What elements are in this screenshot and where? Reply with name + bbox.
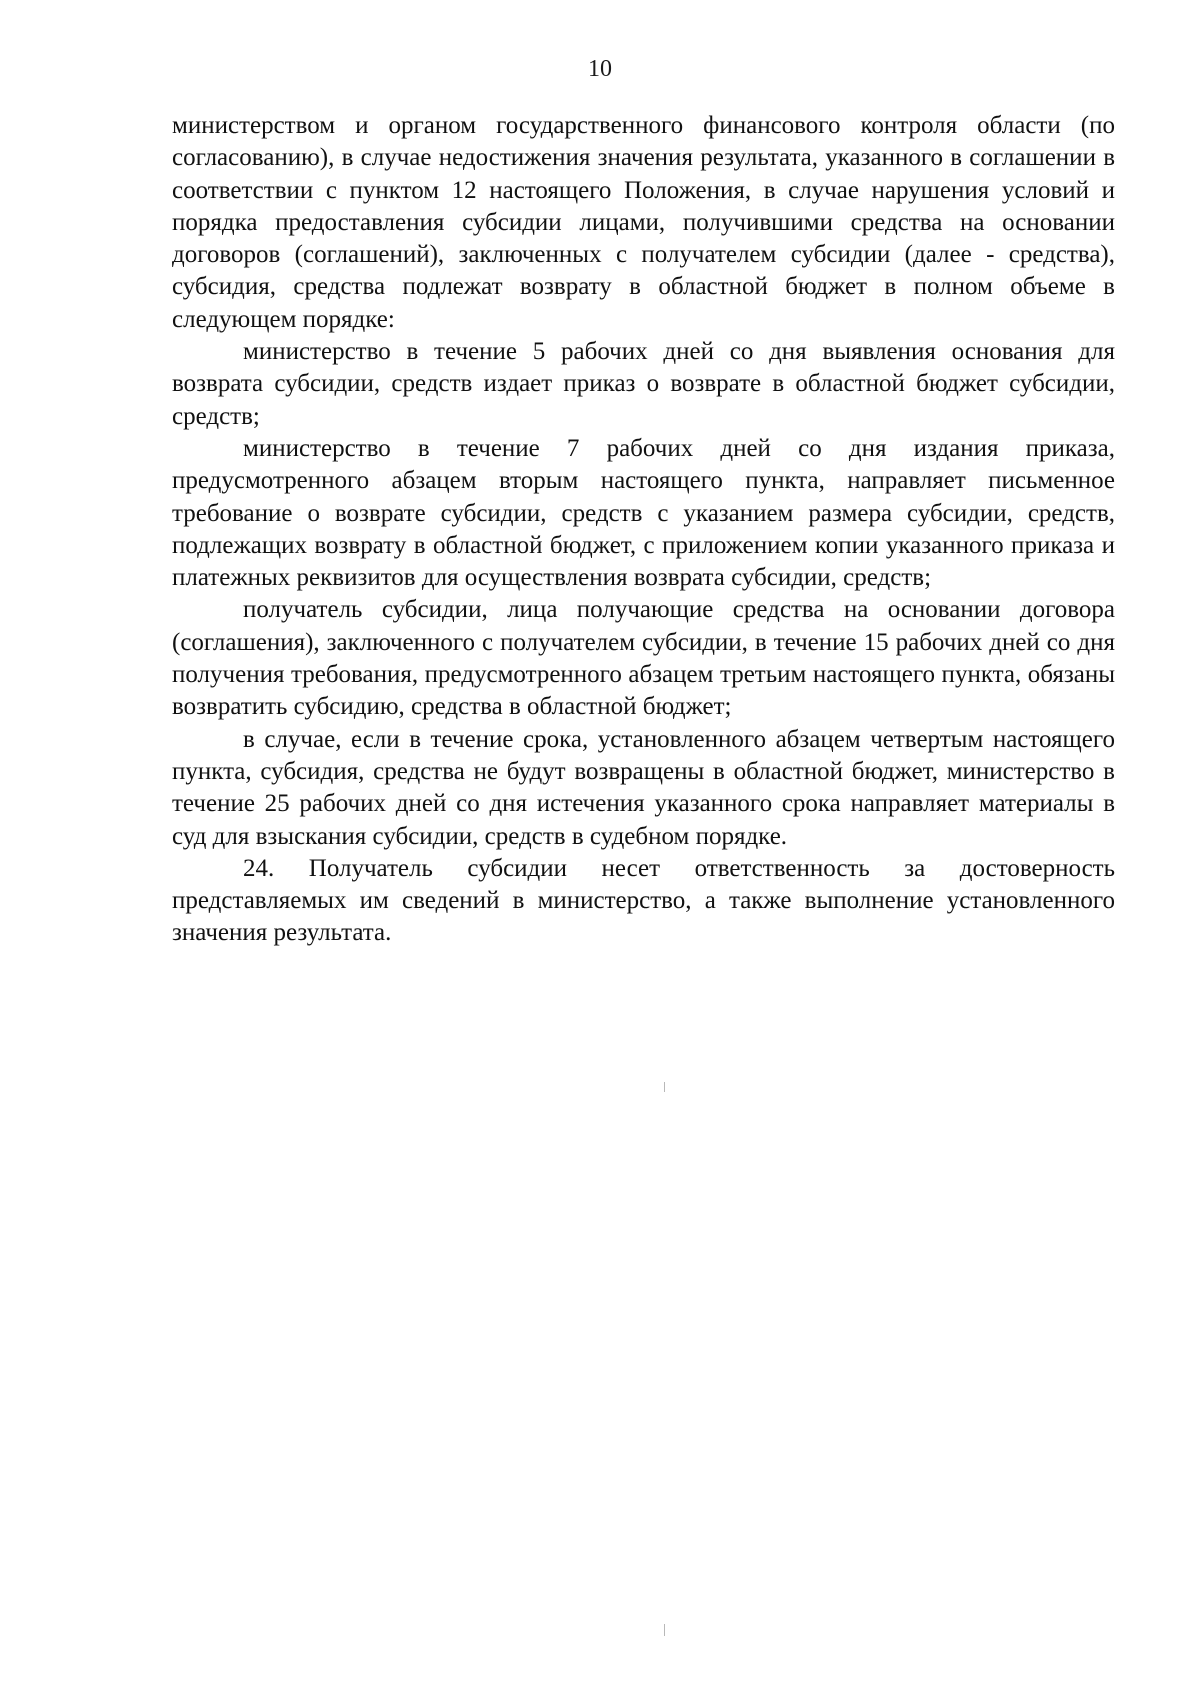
document-body	[172, 110, 1115, 950]
paragraph-continuation: министерством и органом государственного финансового контроля области (по согласованию), в случае недостижения значения результата, указанного в соглашении в соответствии с пунктом 12 настоящего Положения, в случае нарушения условий и порядка предоставления субсидии лицами, получившими средства на основании договоров (соглашений), заключенных с получателем субсидии (далее - средства), субсидия, средства подлежат возврату в областной бюджет в полном объеме в следующем порядке:	[172, 112, 1115, 333]
scan-artifact-mark	[664, 1082, 665, 1092]
paragraph-item-24: 24. Получатель субсидии несет ответственность за достоверность представляемых им сведений в министерство, а также выполнение установленного значения результата.	[172, 854, 1115, 947]
page-number: 10	[588, 56, 612, 82]
paragraph-court-recovery: в случае, если в течение срока, установленного абзацем четвертым настоящего пункта, субсидия, средства не будут возвращены в областной бюджет, министерство в течение 25 рабочих дней со дня истечения указанного срока направляет материалы в суд для взыскания субсидии, средств в судебном порядке.	[172, 725, 1115, 850]
paragraph-issue-order: министерство в течение 5 рабочих дней со дня выявления основания для возврата субсидии, средств издает приказ о возврате в областной бюджет субсидии, средств;	[172, 338, 1115, 430]
scan-artifact-mark	[664, 1624, 665, 1636]
paragraph-send-requirement: министерство в течение 7 рабочих дней со дня издания приказа, предусмотренного абзацем вторым настоящего пункта, направляет письменное требование о возврате субсидии, средств с указанием размера субсидии, средств, подлежащих возврату в областной бюджет, с приложением копии указанного приказа и платежных реквизитов для осуществления возврата субсидии, средств;	[172, 434, 1115, 592]
paragraph-recipient-return: получатель субсидии, лица получающие средства на основании договора (соглашения), заключенного с получателем субсидии, в течение 15 рабочих дней со дня получения требования, предусмотренного абзацем третьим настоящего пункта, обязаны возвратить субсидию, средства в областной бюджет;	[172, 596, 1115, 721]
